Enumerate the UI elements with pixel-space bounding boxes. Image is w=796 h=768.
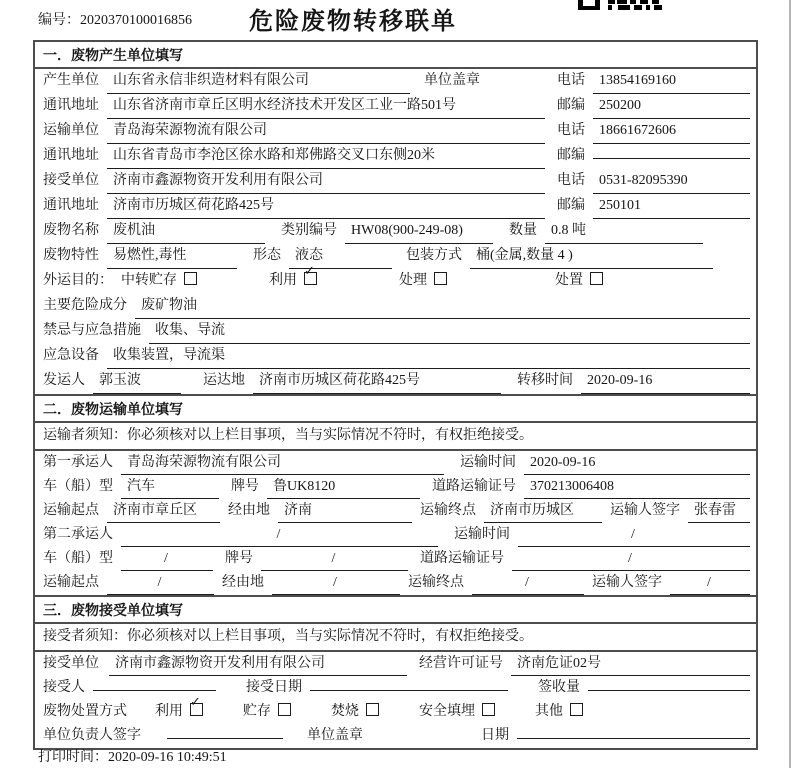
field-row — [35, 547, 756, 571]
field-label: 运输时间 — [460, 455, 516, 470]
field-segment — [231, 475, 420, 499]
checkbox-option — [419, 700, 495, 723]
field-segment — [43, 499, 220, 523]
field-row — [35, 219, 756, 244]
field-row — [35, 523, 756, 547]
field-row — [35, 319, 756, 344]
section-3 — [35, 595, 756, 748]
field-segment — [43, 119, 545, 144]
doc-number-value: 2020370100016856 — [80, 13, 192, 28]
field-value: 废矿物油 — [135, 294, 750, 319]
field-label: 发运人 — [43, 373, 85, 388]
field-segment — [43, 219, 265, 244]
field-label: 牌号 — [231, 479, 259, 494]
field-label: 接受日期 — [246, 680, 302, 695]
checkbox-option — [399, 269, 447, 293]
checkbox-option-label: 其他 — [535, 704, 563, 719]
field-segment — [557, 144, 750, 168]
field-label: 运输人签字 — [592, 575, 662, 590]
field-label: 接受人 — [43, 680, 85, 695]
field-value: 2020-09-16 — [581, 369, 750, 394]
print-time: 打印时间：2020-09-16 10:49:51 — [38, 750, 227, 765]
field-label: 运输单位 — [43, 123, 99, 138]
field-value: 桶(金属,数量 4 ) — [470, 244, 713, 269]
field-label: 运输终点 — [408, 575, 464, 590]
field-segment — [419, 652, 750, 676]
field-value: 青岛海荣源物流有限公司 — [121, 451, 444, 475]
field-segment — [557, 69, 750, 94]
field-label: 接受单位 — [43, 173, 99, 188]
field-segment — [43, 194, 545, 219]
field-segment — [406, 244, 713, 269]
field-value: 山东省青岛市李沧区徐水路和郑佛路交叉口东侧20米 — [107, 144, 545, 169]
field-label: 产生单位 — [43, 73, 99, 88]
field-segment — [43, 144, 545, 169]
field-label: 电话 — [557, 123, 585, 138]
field-segment — [43, 319, 750, 344]
field-value: 收集装置，导流渠 — [107, 344, 750, 369]
checkbox-option — [121, 269, 197, 293]
field-segment — [222, 571, 400, 595]
checkbox-option — [269, 264, 317, 293]
field-value: / — [107, 571, 214, 595]
field-value: 2020-09-16 — [524, 451, 750, 475]
field-label: 签收量 — [538, 680, 580, 695]
checkbox-option-label: 处置 — [555, 273, 583, 288]
field-segment — [592, 571, 750, 595]
field-segment — [307, 724, 363, 747]
field-value: 18661672606 — [593, 119, 750, 144]
field-label: 废物处置方式 — [43, 704, 127, 719]
field-value: 济南市鑫源物资开发利用有限公司 — [109, 652, 407, 676]
field-label: 包装方式 — [406, 248, 462, 263]
field-value — [167, 738, 283, 739]
field-value: 济南市历城区荷花路425号 — [253, 369, 501, 394]
field-label: 主要危险成分 — [43, 298, 127, 313]
field-label: 通讯地址 — [43, 148, 99, 163]
field-value: 张春雷 — [688, 499, 750, 523]
field-label: 经由地 — [228, 503, 270, 518]
field-value: 济南危证02号 — [511, 652, 750, 676]
field-segment — [43, 451, 444, 475]
notice-row: 运输者须知：你必须核对以上栏目事项，当与实际情况不符时，有权拒绝接受。 — [35, 423, 756, 451]
field-value: 370213006408 — [524, 475, 750, 499]
field-value: HW08(900-249-08) — [345, 219, 493, 244]
field-label: 废物名称 — [43, 223, 99, 238]
field-value: 收集、导流 — [149, 319, 750, 344]
field-segment — [43, 94, 545, 119]
field-value: / — [121, 523, 438, 547]
field-segment — [420, 499, 602, 523]
field-row — [35, 571, 756, 595]
field-label: 单位盖章 — [307, 728, 363, 743]
field-segment — [43, 475, 219, 499]
field-value: 济南市章丘区 — [107, 499, 220, 523]
checkbox-option — [243, 700, 291, 723]
field-label: 邮编 — [557, 198, 585, 213]
field-label: 运输起点 — [43, 503, 99, 518]
field-value: / — [670, 571, 750, 595]
field-label: 单位负责人签字 — [43, 728, 141, 743]
field-segment — [228, 499, 412, 523]
field-label: 运输时间 — [454, 527, 510, 542]
check-mark-icon: ✓ — [304, 264, 315, 279]
field-value: 山东省永信非织造材料有限公司 — [107, 69, 410, 94]
field-value: 液态 — [289, 244, 392, 269]
field-value: / — [518, 523, 750, 547]
doc-title: 危险废物转移联单 — [249, 8, 457, 35]
field-value — [93, 690, 216, 691]
checkbox-checked-icon — [304, 264, 317, 285]
field-segment — [424, 69, 480, 93]
field-value: 250200 — [593, 94, 750, 119]
field-segment — [481, 724, 750, 747]
field-label: 邮编 — [557, 148, 585, 163]
field-value: 13854169160 — [593, 69, 750, 94]
field-segment — [557, 194, 750, 219]
field-label: 通讯地址 — [43, 98, 99, 113]
field-value: 汽车 — [121, 475, 219, 499]
field-label: 第一承运人 — [43, 455, 113, 470]
field-value: 青岛海荣源物流有限公司 — [107, 119, 545, 144]
field-row — [35, 94, 756, 119]
checkbox-option-label: 处理 — [399, 273, 427, 288]
field-label: 运输起点 — [43, 575, 99, 590]
field-segment — [43, 369, 181, 394]
field-segment — [432, 475, 750, 499]
field-row — [35, 144, 756, 169]
field-label: 电话 — [557, 73, 585, 88]
field-segment — [460, 451, 750, 475]
field-segment — [454, 523, 750, 547]
checkbox-unchecked-icon — [590, 272, 603, 285]
field-label: 应急设备 — [43, 348, 99, 363]
field-label: 运输终点 — [420, 503, 476, 518]
checkbox-option — [535, 700, 583, 723]
field-label: 通讯地址 — [43, 198, 99, 213]
checkbox-unchecked-icon — [184, 272, 197, 285]
field-segment — [43, 547, 213, 571]
field-segment — [43, 244, 237, 269]
field-label: 形态 — [253, 248, 281, 263]
section-1-title: 一．废物产生单位填写 — [35, 42, 756, 69]
field-value: 250101 — [593, 194, 750, 219]
field-row — [35, 344, 756, 369]
checkbox-unchecked-icon — [570, 703, 583, 716]
field-value — [310, 690, 508, 691]
section-2-title: 二．废物运输单位填写 — [35, 396, 756, 423]
checkbox-option — [155, 695, 203, 723]
field-row — [35, 499, 756, 523]
field-row — [35, 69, 756, 94]
section-2 — [35, 394, 756, 595]
field-segment — [43, 344, 750, 369]
field-label: 接受单位 — [43, 656, 99, 671]
field-segment — [420, 547, 750, 571]
field-value: / — [512, 547, 750, 571]
field-value: 山东省济南市章丘区明水经济技术开发区工业一路501号 — [107, 94, 545, 119]
field-row — [35, 652, 756, 676]
field-segment — [43, 571, 214, 595]
field-row — [35, 475, 756, 499]
field-segment — [557, 94, 750, 119]
field-segment — [43, 724, 283, 747]
field-value: 易燃性,毒性 — [107, 244, 237, 269]
field-segment — [538, 676, 750, 699]
checkbox-option — [331, 700, 379, 723]
field-segment — [43, 69, 410, 94]
field-segment — [610, 499, 750, 523]
checkbox-unchecked-icon — [366, 703, 379, 716]
checkbox-unchecked-icon — [278, 703, 291, 716]
field-value — [593, 158, 750, 159]
field-value: 济南市历城区荷花路425号 — [107, 194, 545, 219]
field-label: 道路运输证号 — [432, 479, 516, 494]
field-row — [35, 244, 756, 269]
field-label: 牌号 — [225, 551, 253, 566]
field-segment — [509, 219, 703, 244]
field-segment — [43, 523, 438, 547]
field-segment — [557, 119, 750, 144]
field-segment — [43, 652, 407, 676]
checkbox-unchecked-icon — [482, 703, 495, 716]
field-label: 电话 — [557, 173, 585, 188]
checkbox-row — [35, 264, 756, 294]
field-label: 转移时间 — [517, 373, 573, 388]
field-value: / — [472, 571, 584, 595]
field-label: 外运目的： — [43, 273, 113, 288]
field-value: / — [261, 547, 408, 571]
field-value: 济南 — [278, 499, 412, 523]
field-row — [35, 724, 756, 748]
field-row — [35, 451, 756, 475]
field-row — [35, 194, 756, 219]
field-segment — [43, 294, 750, 319]
check-mark-icon: ✓ — [190, 695, 201, 710]
field-value: / — [272, 571, 400, 595]
notice-row: 接受者须知：你必须核对以上栏目事项，当与实际情况不符时，有权拒绝接受。 — [35, 624, 756, 652]
checkbox-option-label: 利用 — [155, 704, 183, 719]
field-label: 经由地 — [222, 575, 264, 590]
field-label: 日期 — [481, 728, 509, 743]
field-segment — [246, 676, 508, 699]
checkbox-unchecked-icon — [434, 272, 447, 285]
section-1 — [35, 42, 756, 394]
field-label: 第二承运人 — [43, 527, 113, 542]
field-row — [35, 119, 756, 144]
field-label: 运输人签字 — [610, 503, 680, 518]
field-label: 邮编 — [557, 98, 585, 113]
field-label: 运达地 — [203, 373, 245, 388]
field-segment — [517, 369, 750, 394]
page-right-border — [789, 0, 791, 768]
checkbox-option-label: 利用 — [269, 273, 297, 288]
field-segment — [408, 571, 584, 595]
field-value: 郭玉波 — [93, 369, 181, 394]
checkbox-checked-icon — [190, 695, 203, 716]
field-value: 0531-82095390 — [593, 169, 750, 194]
field-segment — [225, 547, 408, 571]
checkbox-option — [555, 269, 603, 293]
field-segment — [253, 244, 392, 269]
field-value: 济南市历城区 — [484, 499, 602, 523]
field-label: 车（船）型 — [43, 479, 113, 494]
field-label: 道路运输证号 — [420, 551, 504, 566]
field-value: 废机油 — [107, 219, 265, 244]
field-value: / — [121, 547, 213, 571]
field-value: 济南市鑫源物资开发利用有限公司 — [107, 169, 545, 194]
field-row — [35, 369, 756, 394]
field-label: 经营许可证号 — [419, 656, 503, 671]
field-row — [35, 676, 756, 700]
field-segment — [43, 169, 545, 194]
field-label: 禁忌与应急措施 — [43, 323, 141, 338]
checkbox-row — [35, 695, 756, 724]
field-value — [517, 738, 750, 739]
field-value — [588, 690, 750, 691]
doc-number-label: 编号： — [38, 13, 80, 28]
checkbox-option-label: 安全填埋 — [419, 704, 475, 719]
field-segment — [281, 219, 493, 244]
field-row — [35, 294, 756, 319]
section-3-title: 三．废物接受单位填写 — [35, 597, 756, 624]
field-label: 数量 — [509, 223, 537, 238]
field-label: 废物特性 — [43, 248, 99, 263]
field-label: 单位盖章 — [424, 73, 480, 88]
checkbox-option-label: 中转贮存 — [121, 273, 177, 288]
form-table — [33, 40, 758, 750]
field-segment — [203, 369, 501, 394]
field-label: 车（船）型 — [43, 551, 113, 566]
checkbox-option-label: 贮存 — [243, 704, 271, 719]
field-segment — [557, 169, 750, 194]
field-row — [35, 169, 756, 194]
field-value: 鲁UK8120 — [267, 475, 420, 499]
checkbox-option-label: 焚烧 — [331, 704, 359, 719]
field-value: 0.8 吨 — [545, 219, 703, 244]
field-label: 类别编号 — [281, 223, 337, 238]
